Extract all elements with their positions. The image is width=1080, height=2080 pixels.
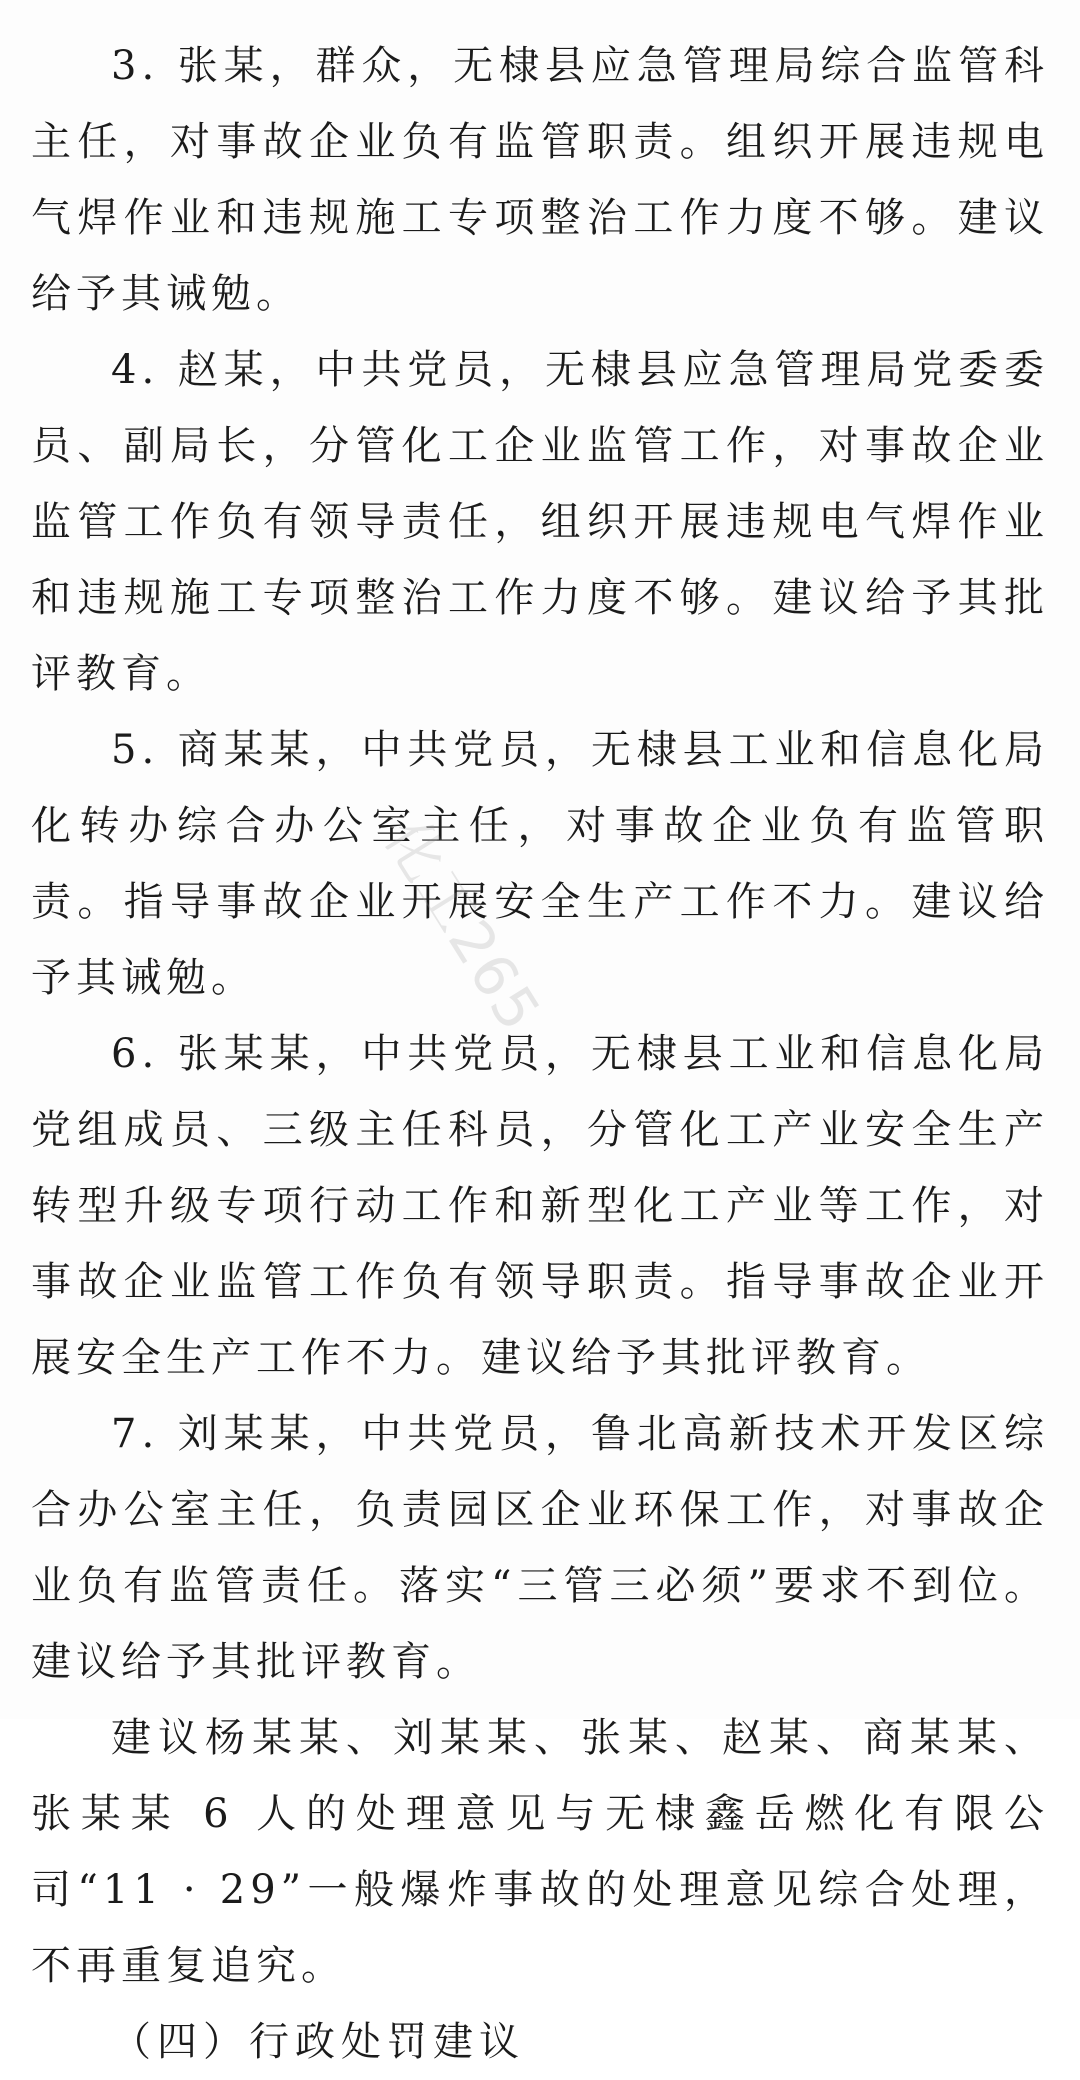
- paragraph-item-3: 3. 张某，群众，无棣县应急管理局综合监管科主任，对事故企业负有监管职责。组织开展违规电气焊作业和违规施工专项整治工作力度不够。建议给予其诫勉。: [31, 43, 1049, 317]
- paragraph-item-5: 5. 商某某，中共党员，无棣县工业和信息化局化转办综合办公室主任，对事故企业负有监管职责。指导事故企业开展安全生产工作不力。建议给予其诫勉。: [31, 727, 1049, 1001]
- document-body: [31, 28, 1049, 2080]
- paragraph-item-4: 4. 赵某，中共党员，无棣县应急管理局党委委员、副局长，分管化工企业监管工作，对事故企业监管工作负有领导责任，组织开展违规电气焊作业和违规施工专项整治工作力度不够。建议给予其批评教育。: [31, 347, 1049, 697]
- paragraph-summary: 建议杨某某、刘某某、张某、赵某、商某某、张某某 6 人的处理意见与无棣鑫岳燃化有限公司“11 · 29”一般爆炸事故的处理意见综合处理，不再重复追究。: [31, 1715, 1049, 1989]
- paragraph-item-7: 7. 刘某某，中共党员，鲁北高新技术开发区综合办公室主任，负责园区企业环保工作，对事故企业负有监管责任。落实“三管三必须”要求不到位。建议给予其批评教育。: [31, 1411, 1049, 1685]
- paragraph-item-6: 6. 张某某，中共党员，无棣县工业和信息化局党组成员、三级主任科员，分管化工产业安全生产转型升级专项行动工作和新型化工产业等工作，对事故企业监管工作负有领导职责。指导事故企业开展安全生产工作不力。建议给予其批评教育。: [31, 1031, 1049, 1381]
- watermark: 化工265: [371, 806, 555, 1044]
- section-heading: （四）行政处罚建议: [111, 2019, 525, 2065]
